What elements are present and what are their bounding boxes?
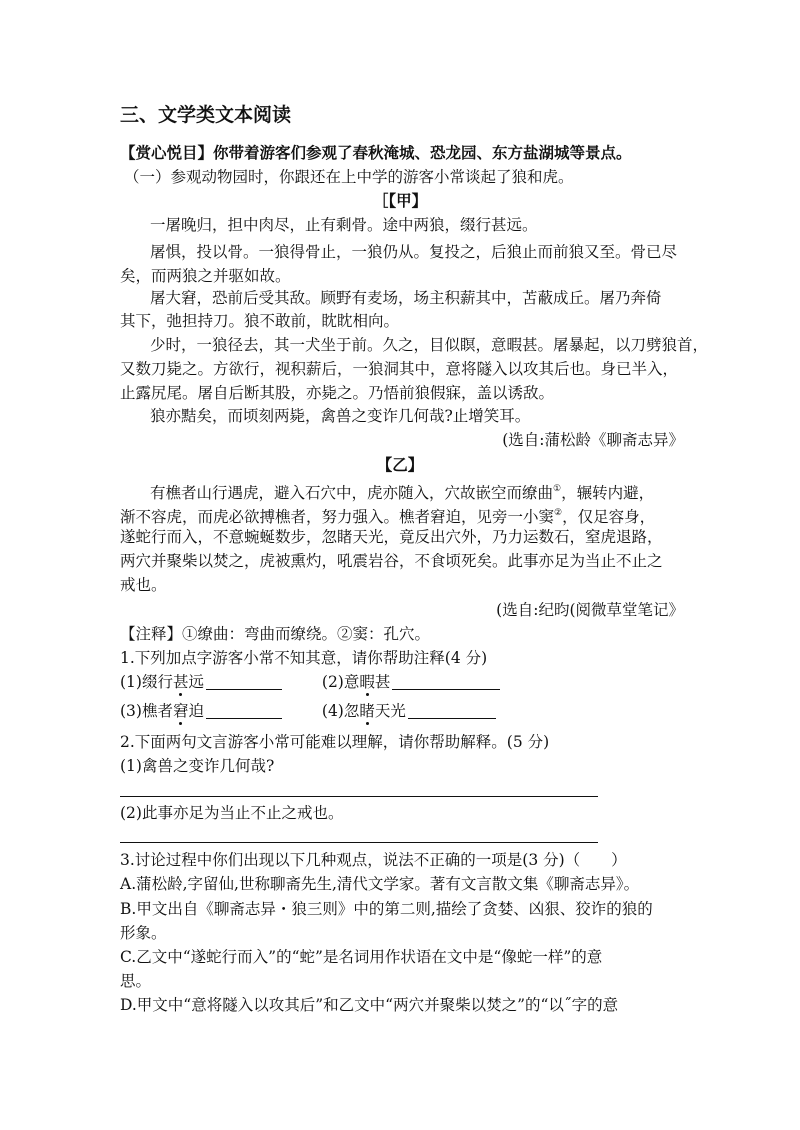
dotted-char: 甚	[173, 673, 189, 691]
question-1-row	[120, 671, 500, 693]
dotted-char: 暇	[359, 673, 375, 691]
question-1-row	[120, 700, 496, 722]
option-c-cont: 思。	[120, 972, 152, 990]
text-a-paragraph: 止露尻尾。屠自后断其股，亦毙之。乃悟前狼假寐，盖以诱敌。	[120, 384, 555, 402]
text-b-line: 渐不容虎，而虎必欲搏樵者，努力强入。樵者窘迫，见旁一小窦②，仅足容身，	[120, 508, 656, 526]
answer-blank-2[interactable]	[392, 673, 500, 690]
text-a-paragraph: 其下，弛担持刀。狼不敢前，眈眈相向。	[120, 312, 400, 330]
note-marker: ①	[553, 484, 562, 494]
answer-blank-3[interactable]	[206, 702, 282, 719]
section-title: 三、文学类文本阅读	[120, 104, 292, 126]
text-a-source: (选自:蒲松龄《聊斋志异》	[502, 431, 684, 449]
option-b-cont: 形象。	[120, 924, 167, 942]
option-c: C.乙文中“遂蛇行而入”的“蛇”是名词用作状语在文中是“像蛇一样”的意	[120, 948, 603, 966]
option-d: D.甲文中“意将隧入以攻其后”和乙文中“两穴并聚柴以焚之”的“以˝字的意	[120, 996, 619, 1014]
question-2-prompt: 2.下面两句文言游客小常可能难以理解，请你帮助解释。(5 分)	[120, 733, 550, 751]
text-a-paragraph: 一屠晚归，担中肉尽，止有剩骨。途中两狼，缀行甚远。	[150, 216, 538, 234]
answer-blank-1[interactable]	[206, 673, 282, 690]
annotation-notes: 【注释】①缭曲：弯曲而缭绕。②窦：孔穴。	[120, 625, 431, 643]
text-b-source: (选自:纪昀(阅微草堂笔记》	[496, 601, 684, 619]
text-a-paragraph: 屠大窘，恐前后受其敌。顾野有麦场，场主积薪其中，苫蔽成丘。屠乃奔倚	[150, 289, 662, 307]
text-a-paragraph: 狼亦黠矣，而顷刻两毙，禽兽之变诈几何哉?止增笑耳。	[150, 407, 531, 425]
q1-item-1: (1)缀行甚 远	[120, 673, 204, 691]
text-b-line: 戒也。	[120, 576, 167, 594]
note-marker: ②	[554, 508, 563, 518]
text-b-heading: 【乙】	[376, 455, 424, 474]
answer-blank-4[interactable]	[408, 702, 496, 719]
option-b: B.甲文出自《聊斋志异・狼三则》中的第二则,描绘了贪婪、凶狠、狡诈的狼的	[120, 900, 653, 918]
q1-item-2: (2)意暇 甚	[322, 673, 391, 691]
question-2-item: (1)禽兽之变诈几何哉?	[120, 757, 275, 775]
text-a-paragraph: 又数刀毙之。方欲行，视积薪后，一狼洞其中，意将隧入以攻其后也。身已半入，	[120, 360, 679, 378]
q1-item-4: (4)忽睹 天光	[322, 702, 406, 720]
q1-item-3: (3)樵者窘 迫	[120, 702, 204, 720]
question-2-item: (2)此事亦足为当止不止之戒也。	[120, 804, 344, 822]
answer-line[interactable]	[120, 842, 598, 843]
question-3-prompt: 3.讨论过程中你们出现以下几种观点，说法不正确的一项是(3 分)（ ）	[120, 851, 627, 869]
text-a-paragraph: 屠惧，投以骨。一狼得骨止，一狼仍从。复投之，后狼止而前狼又至。骨已尽	[150, 243, 678, 261]
option-a: A.蒲松龄,字留仙,世称聊斋先生,清代文学家。著有文言散文集《聊斋志异》。	[120, 875, 640, 893]
text-b-line: 有樵者山行遇虎，避入石穴中，虎亦随入，穴故嵌空而缭曲①，辗转内避，	[150, 484, 655, 502]
text-a-heading: ［【甲】	[372, 191, 428, 210]
text-a-paragraph: 少时，一狼径去，其一犬坐于前。久之，目似瞑，意暇甚。屠暴起，以刀劈狼首，	[150, 336, 709, 354]
dotted-char: 窘	[173, 702, 189, 720]
text-a-paragraph: 矣，而两狼之并驱如故。	[120, 267, 291, 285]
answer-line[interactable]	[120, 796, 598, 797]
part-one-intro: （一）参观动物园时，你跟还在上中学的游客小常谈起了狼和虎。	[124, 168, 574, 186]
dotted-char: 睹	[359, 702, 375, 720]
text-b-line: 两穴并聚柴以焚之，虎被熏灼，吼震岩谷，不食顷死矣。此事亦足为当止不止之	[120, 552, 663, 570]
question-1-prompt: 1.下列加点字游客小常不知其意，请你帮助注释(4 分)	[120, 649, 488, 667]
intro-heading: 【赏心悦目】你带着游客们参观了春秋淹城、恐龙园、东方盐湖城等景点。	[120, 143, 632, 162]
text-b-line: 遂蛇行而入，不意蜿蜒数步，忽睹天光，竟反出穴外，乃力运数石，窒虎退路，	[120, 528, 663, 546]
